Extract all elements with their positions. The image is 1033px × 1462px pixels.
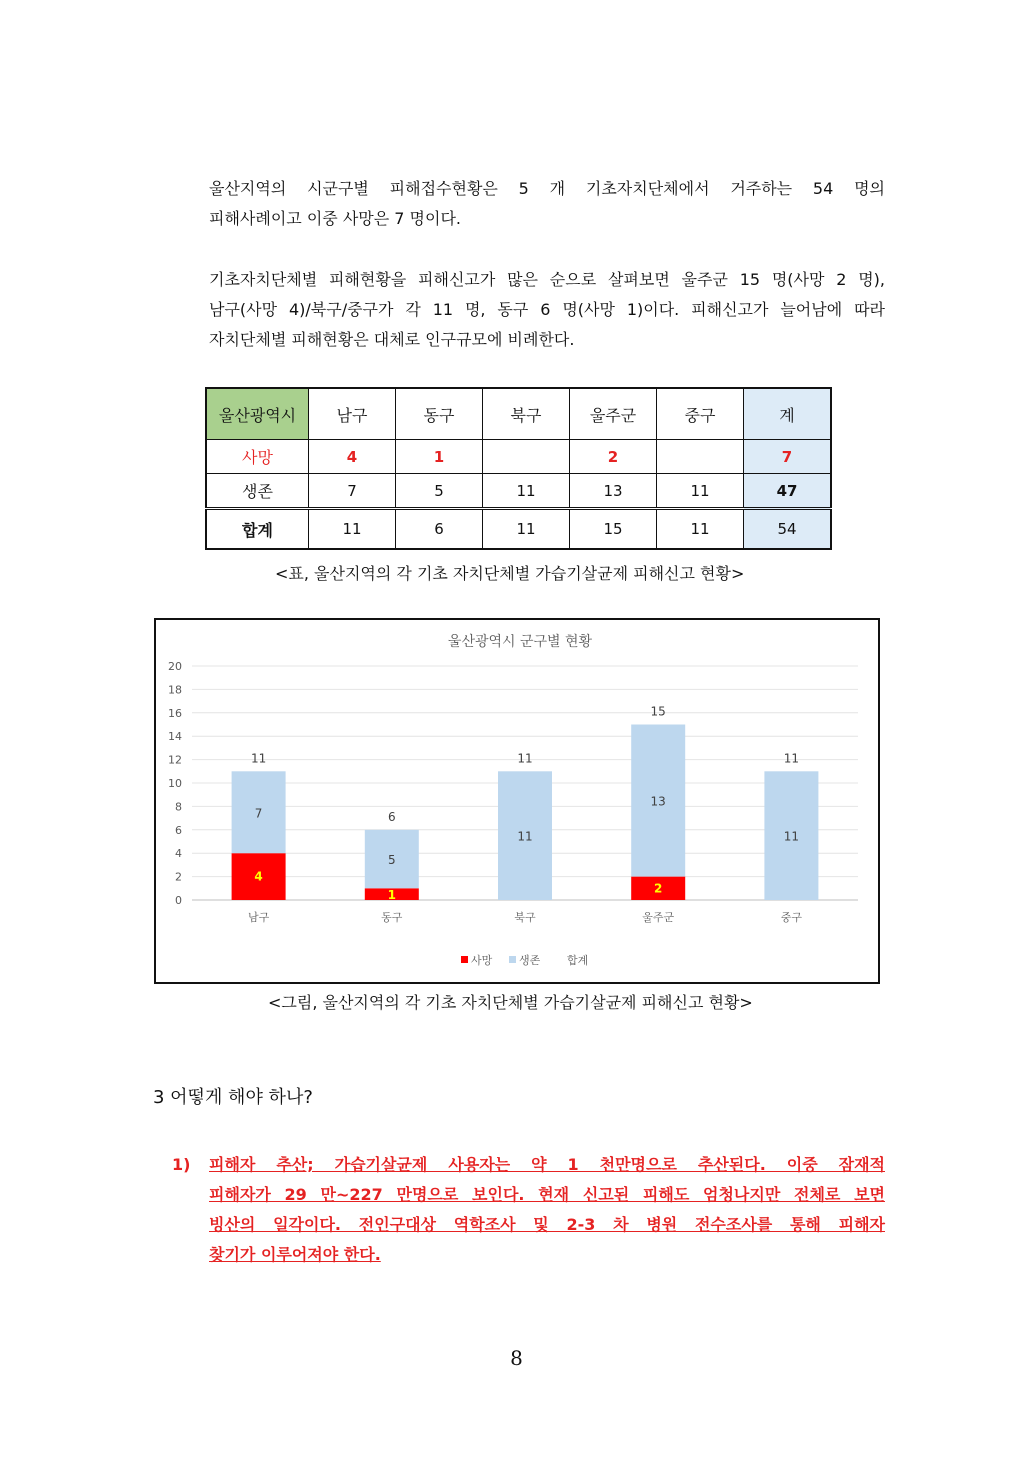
y-tick-label: 10: [168, 777, 182, 790]
table-cell: 15: [570, 509, 657, 550]
table-cell: 11: [657, 509, 744, 550]
chart-legend: [461, 953, 588, 967]
data-label: 2: [654, 881, 663, 896]
column-header: 계: [744, 388, 832, 440]
y-tick-label: 2: [175, 870, 182, 884]
column-header: 울주군: [570, 388, 657, 440]
table-cell: 11: [483, 474, 570, 509]
column-header: 남구: [309, 388, 396, 440]
total-label: 15: [650, 704, 666, 719]
table-cell: 6: [396, 509, 483, 550]
y-tick-label: 16: [168, 706, 182, 720]
table-cell: 7: [744, 440, 832, 474]
data-label: 4: [254, 869, 263, 884]
text-line: 기초자치단체별 피해현황을 피해신고가 많은 순으로 살펴보면 울주군 15 명(사망 2 명),: [209, 270, 885, 289]
data-label: 11: [783, 829, 800, 844]
data-label: 13: [650, 794, 666, 809]
y-tick-label: 0: [175, 894, 182, 907]
column-header: 북구: [483, 388, 570, 440]
section-heading: 3 어떻게 해야 하나?: [153, 1087, 313, 1108]
chart-bars: [232, 705, 819, 903]
text-line: 피해자가 29 만~227 만명으로 보인다. 현재 신고된 피해도 엄청나지만 전체로 보면: [209, 1185, 885, 1204]
total-label: 11: [250, 751, 267, 766]
total-label: 11: [783, 751, 800, 766]
total-label: 11: [517, 751, 533, 766]
table-cell: 47: [744, 474, 832, 509]
column-header: 동구: [396, 388, 483, 440]
text-line: 피해사례이고 이중 사망은 7 명이다.: [209, 209, 461, 228]
row-header: 합계: [206, 509, 309, 550]
y-tick-label: 14: [168, 730, 182, 744]
chart-title: 울산광역시 군구별 현황: [447, 634, 593, 650]
x-tick-label: 북구: [514, 911, 536, 924]
row-header: 생존: [206, 474, 309, 509]
column-header: 중구: [657, 388, 744, 440]
legend-label: 생존: [519, 954, 541, 967]
figure-caption: <그림, 울산지역의 각 기초 자치단체별 가습기살균제 피해신고 현황>: [268, 993, 753, 1012]
text-line: 피해자 추산; 가습기살균제 사용자는 약 1 천만명으로 추산된다. 이중 잠재적: [209, 1155, 885, 1174]
table-row: [206, 474, 831, 509]
data-label: 5: [387, 853, 396, 868]
y-tick-label: 4: [175, 847, 182, 861]
table-cell: 54: [744, 509, 832, 550]
table-header-row: [206, 388, 831, 440]
text-line: 빙산의 일각이다. 전인구대상 역학조사 및 2-3 차 병원 전수조사를 통해 피해자: [209, 1215, 885, 1234]
table-caption: <표, 울산지역의 각 기초 자치단체별 가습기살균제 피해신고 현황>: [275, 564, 745, 583]
table-cell: 4: [309, 440, 396, 474]
y-tick-label: 20: [168, 660, 182, 673]
x-tick-label: 울주군: [642, 911, 675, 924]
table-cell: [483, 440, 570, 474]
total-label: 6: [387, 809, 396, 824]
data-label: 11: [517, 829, 533, 844]
intro-paragraph: [209, 174, 885, 234]
y-tick-label: 6: [175, 823, 182, 837]
table-cell: 13: [570, 474, 657, 509]
y-axis: [168, 660, 182, 907]
table-cell: 11: [483, 509, 570, 550]
table-cell: 7: [309, 474, 396, 509]
text-line: 울산지역의 시군구별 피해접수현황은 5 개 기초자치단체에서 거주하는 54 명의: [209, 179, 885, 198]
table-cell: 11: [309, 509, 396, 550]
y-tick-label: 18: [168, 683, 182, 697]
table-cell: 11: [657, 474, 744, 509]
x-tick-label: 남구: [247, 911, 270, 924]
summary-paragraph: [209, 265, 885, 355]
table-row: [206, 509, 831, 550]
text-line: 남구(사망 4)/북구/중구가 각 11 명, 동구 6 명(사망 1)이다. 피해신고가 늘어남에 따라: [209, 300, 885, 319]
x-axis: [248, 910, 802, 924]
list-number: 1): [172, 1155, 191, 1174]
table-cell: 5: [396, 474, 483, 509]
text-line: 찾기가 이루어져야 한다.: [209, 1245, 381, 1264]
text-line: 자치단체별 피해현황은 대체로 인구규모에 비례한다.: [209, 330, 575, 349]
row-header: 사망: [206, 440, 309, 474]
table-cell: 1: [396, 440, 483, 474]
y-tick-label: 12: [168, 753, 182, 767]
legend-swatch: [509, 956, 516, 963]
table-cell: 2: [570, 440, 657, 474]
page-number: 8: [510, 1346, 523, 1370]
legend-swatch: [461, 956, 468, 963]
data-label: 7: [254, 806, 263, 821]
y-tick-label: 8: [175, 800, 182, 814]
legend-label: 합계: [567, 954, 589, 967]
estimate-paragraph: [209, 1150, 885, 1270]
x-tick-label: 동구: [381, 911, 403, 924]
legend-label: 사망: [471, 954, 493, 967]
table-corner-cell: 울산광역시: [206, 388, 309, 440]
district-table: [205, 387, 832, 550]
stacked-bar-chart: [156, 620, 878, 982]
table-row: [206, 440, 831, 474]
data-label: 1: [387, 888, 396, 902]
x-tick-label: 중구: [780, 911, 803, 924]
table-cell: [657, 440, 744, 474]
chart-container: [154, 618, 880, 984]
